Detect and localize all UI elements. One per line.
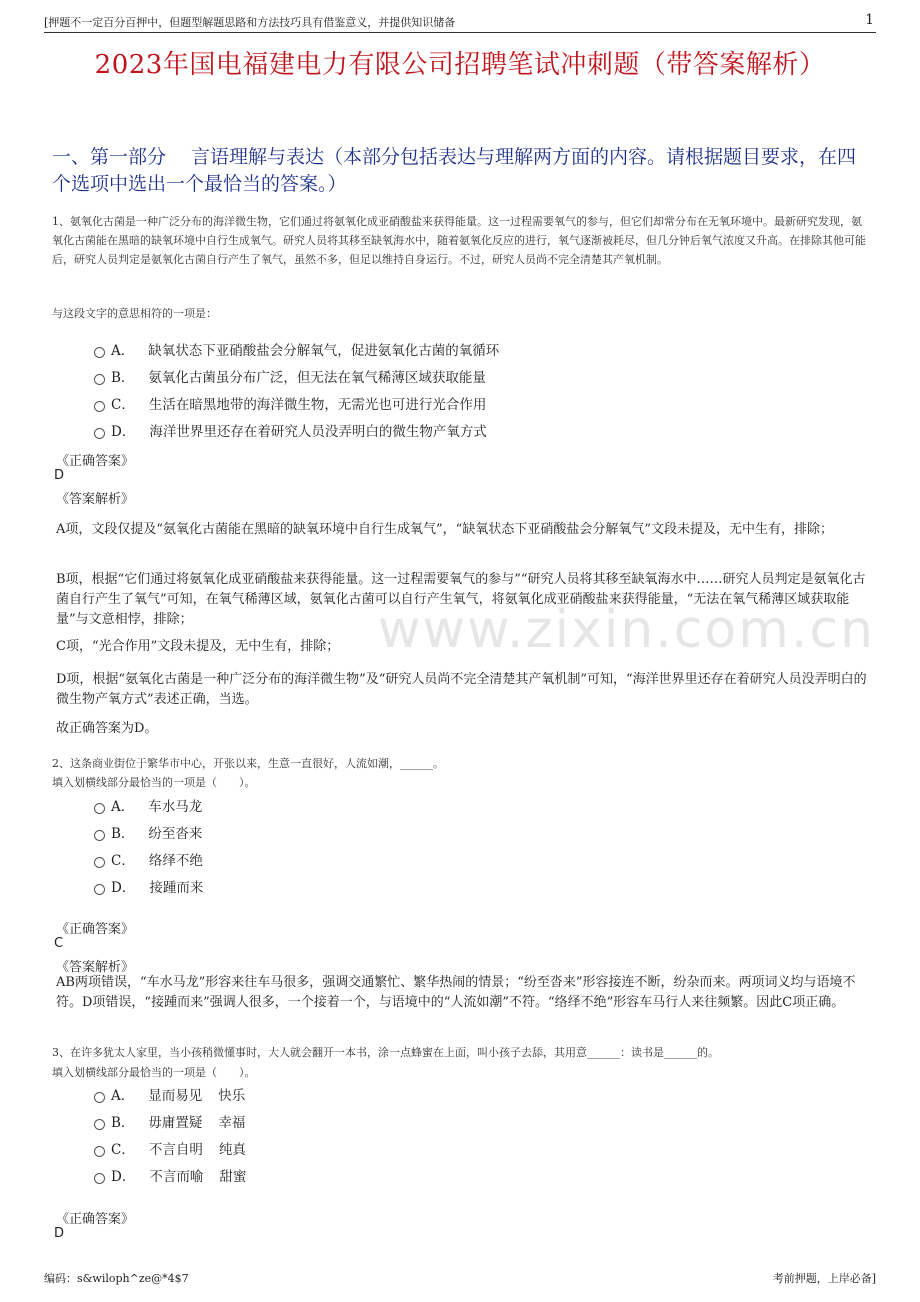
- question-2-option-d[interactable]: [94, 875, 203, 897]
- radio-icon[interactable]: [94, 830, 105, 841]
- header-notice: [ 押题不一定百分百押中，但题型解题思路和方法技巧具有借鉴意义，并提供知识储备: [44, 14, 455, 30]
- question-1-stem: 1、氨氧化古菌是一种广泛分布的海洋微生物，它们通过将氨氧化成亚硝酸盐来获得能量。这一过程需要氧气的参与，但它们却常分布在无氧环境中。最新研究发现，氨氧化古菌能在黑暗的缺氧环境中自行生成氧气。研究人员将其移至缺氧海水中，随着氨氧化反应的进行，氧气逐渐被耗尽，但几分钟后氧气浓度又升高。在排除其他可能后，研究人员判定是氨氧化古菌自行产生了氧气，虽然不多，但足以维持自身运行。不过，研究人员尚不完全清楚其产氧机制。: [52, 215, 866, 266]
- question-1-analysis-d: D项，根据“氨氧化古菌是一种广泛分布的海洋微生物”及“研究人员尚不完全清楚其产氧机制”可知，“海洋世界里还存在着研究人员没弄明白的微生物产氧方式”表述正确，当选。: [56, 672, 867, 707]
- option-text: 络绎不绝: [148, 853, 203, 869]
- question-3-option-d[interactable]: [94, 1164, 246, 1186]
- option-subtext: 甜蜜: [219, 1169, 247, 1185]
- option-letter: A．: [111, 343, 135, 359]
- radio-icon[interactable]: [94, 1119, 105, 1130]
- footer-code: 编码：s&wiloph^ze@*4$7: [44, 1272, 189, 1285]
- question-1-option-b[interactable]: [94, 365, 486, 387]
- question-3-option-c[interactable]: [94, 1137, 246, 1159]
- option-subtext: 幸福: [218, 1115, 246, 1131]
- question-2-option-c[interactable]: [94, 848, 203, 870]
- question-3-stem: 3、在许多犹太人家里，当小孩稍微懂事时，大人就会翻开一本书，涂一点蜂蜜在上面，叫小孩子去舔，其用意______：读书是______的。: [52, 1046, 719, 1059]
- question-2-option-b[interactable]: [94, 821, 202, 843]
- option-text: 接踵而来: [149, 880, 204, 896]
- option-text: 不言自明: [148, 1142, 203, 1158]
- correct-answer-label: 《正确答案》: [56, 922, 135, 937]
- document-title: 2023年国电福建电力有限公司招聘笔试冲刺题（带答案解析）: [94, 50, 826, 80]
- question-2-answer: C: [54, 936, 64, 951]
- option-text: 氨氧化古菌虽分布广泛，但无法在氧气稀薄区域获取能量: [148, 370, 486, 386]
- question-2-prompt: 填入划横线部分最恰当的一项是（ ）。: [52, 776, 256, 789]
- correct-answer-label: 《正确答案》: [56, 454, 135, 469]
- question-2-stem: 2、这条商业街位于繁华市中心，开张以来，生意一直很好，人流如潮，______。: [52, 757, 444, 770]
- question-1-analysis-a: A项，文段仅提及“氨氧化古菌能在黑暗的缺氧环境中自行生成氧气”，“缺氧状态下亚硝酸盐会分解氧气”文段未提及，无中生有，排除；: [56, 522, 833, 537]
- radio-icon[interactable]: [94, 803, 105, 814]
- question-1-analysis-conclusion: 故正确答案为D。: [56, 721, 158, 736]
- analysis-label: 《答案解析》: [56, 492, 135, 507]
- radio-icon[interactable]: [94, 347, 105, 358]
- option-letter: D．: [111, 880, 136, 896]
- option-text: 缺氧状态下亚硝酸盐会分解氧气，促进氨氧化古菌的氧循环: [148, 343, 500, 359]
- option-text: 纷至沓来: [148, 826, 203, 842]
- radio-icon[interactable]: [94, 1146, 105, 1157]
- option-letter: C．: [111, 1142, 135, 1158]
- page-header: [44, 12, 876, 33]
- question-1-answer: D: [54, 468, 65, 483]
- option-subtext: 快乐: [218, 1088, 246, 1104]
- watermark: www.zixin.com.cn: [378, 600, 875, 660]
- radio-icon[interactable]: [94, 374, 105, 385]
- option-letter: B．: [111, 826, 135, 842]
- question-3-option-b[interactable]: [94, 1110, 245, 1132]
- radio-icon[interactable]: [94, 1173, 105, 1184]
- option-letter: C．: [111, 853, 135, 869]
- option-text: 不言而喻: [149, 1169, 204, 1185]
- question-1-option-d[interactable]: [94, 419, 487, 441]
- section-heading: 一、第一部分 言语理解与表达（本部分包括表达与理解两方面的内容。请根据题目要求，在四个选项中选出一个最恰当的答案。）: [52, 146, 857, 195]
- radio-icon[interactable]: [94, 884, 105, 895]
- option-text: 毋庸置疑: [148, 1115, 203, 1131]
- footer-slogan: 考前押题，上岸必备 ]: [773, 1270, 876, 1286]
- question-1-analysis-c: C项，“光合作用”文段未提及，无中生有，排除；: [56, 639, 340, 654]
- option-letter: A．: [111, 799, 135, 815]
- option-letter: D．: [111, 424, 136, 440]
- question-1-option-a[interactable]: [94, 338, 499, 360]
- analysis-label: 《答案解析》: [56, 960, 135, 975]
- correct-answer-label: 《正确答案》: [56, 1212, 135, 1227]
- question-2-option-a[interactable]: [94, 794, 202, 816]
- option-text: 生活在暗黑地带的海洋微生物，无需光也可进行光合作用: [148, 397, 487, 413]
- radio-icon[interactable]: [94, 428, 105, 439]
- question-1-prompt: 与这段文字的意思相符的一项是：: [52, 307, 217, 320]
- option-letter: C．: [111, 397, 135, 413]
- radio-icon[interactable]: [94, 857, 105, 868]
- option-letter: D．: [111, 1169, 136, 1185]
- option-letter: A．: [111, 1088, 135, 1104]
- radio-icon[interactable]: [94, 401, 105, 412]
- question-1-option-c[interactable]: [94, 392, 486, 414]
- question-3-option-a[interactable]: [94, 1083, 245, 1105]
- question-2-analysis: AB两项错误，“车水马龙”形容来往车马很多，强调交通繁忙、繁华热闹的情景；“纷至沓来”形容接连不断，纷杂而来。两项词义均与语境不符。D项错误，“接踵而来”强调人很多，一个接着一个，与语境中的“人流如潮”不符。“络绎不绝”形容车马行人来往频繁。因此C项正确。: [56, 975, 856, 1010]
- page-number: 1: [865, 12, 874, 28]
- question-3-prompt: 填入划横线部分最恰当的一项是（ ）。: [52, 1066, 256, 1079]
- option-text: 显而易见: [148, 1088, 203, 1104]
- radio-icon[interactable]: [94, 1092, 105, 1103]
- option-letter: B．: [111, 1115, 135, 1131]
- option-text: 车水马龙: [148, 799, 203, 815]
- option-letter: B．: [111, 370, 135, 386]
- question-3-answer: D: [54, 1226, 65, 1241]
- option-text: 海洋世界里还存在着研究人员没弄明白的微生物产氧方式: [149, 424, 487, 440]
- option-subtext: 纯真: [218, 1142, 246, 1158]
- question-1-analysis-b: B项，根据“它们通过将氨氧化成亚硝酸盐来获得能量。这一过程需要氧气的参与”“研究人员将其移至缺氧海水中……研究人员判定是氨氧化古菌自行产生了氧气”可知，在氧气稀薄区域，氨氧化古菌可以自行产生氧气，将氨氧化成亚硝酸盐来获得能量，“无法在氧气稀薄区域获取能量”与文意相悖，排除；: [56, 572, 866, 627]
